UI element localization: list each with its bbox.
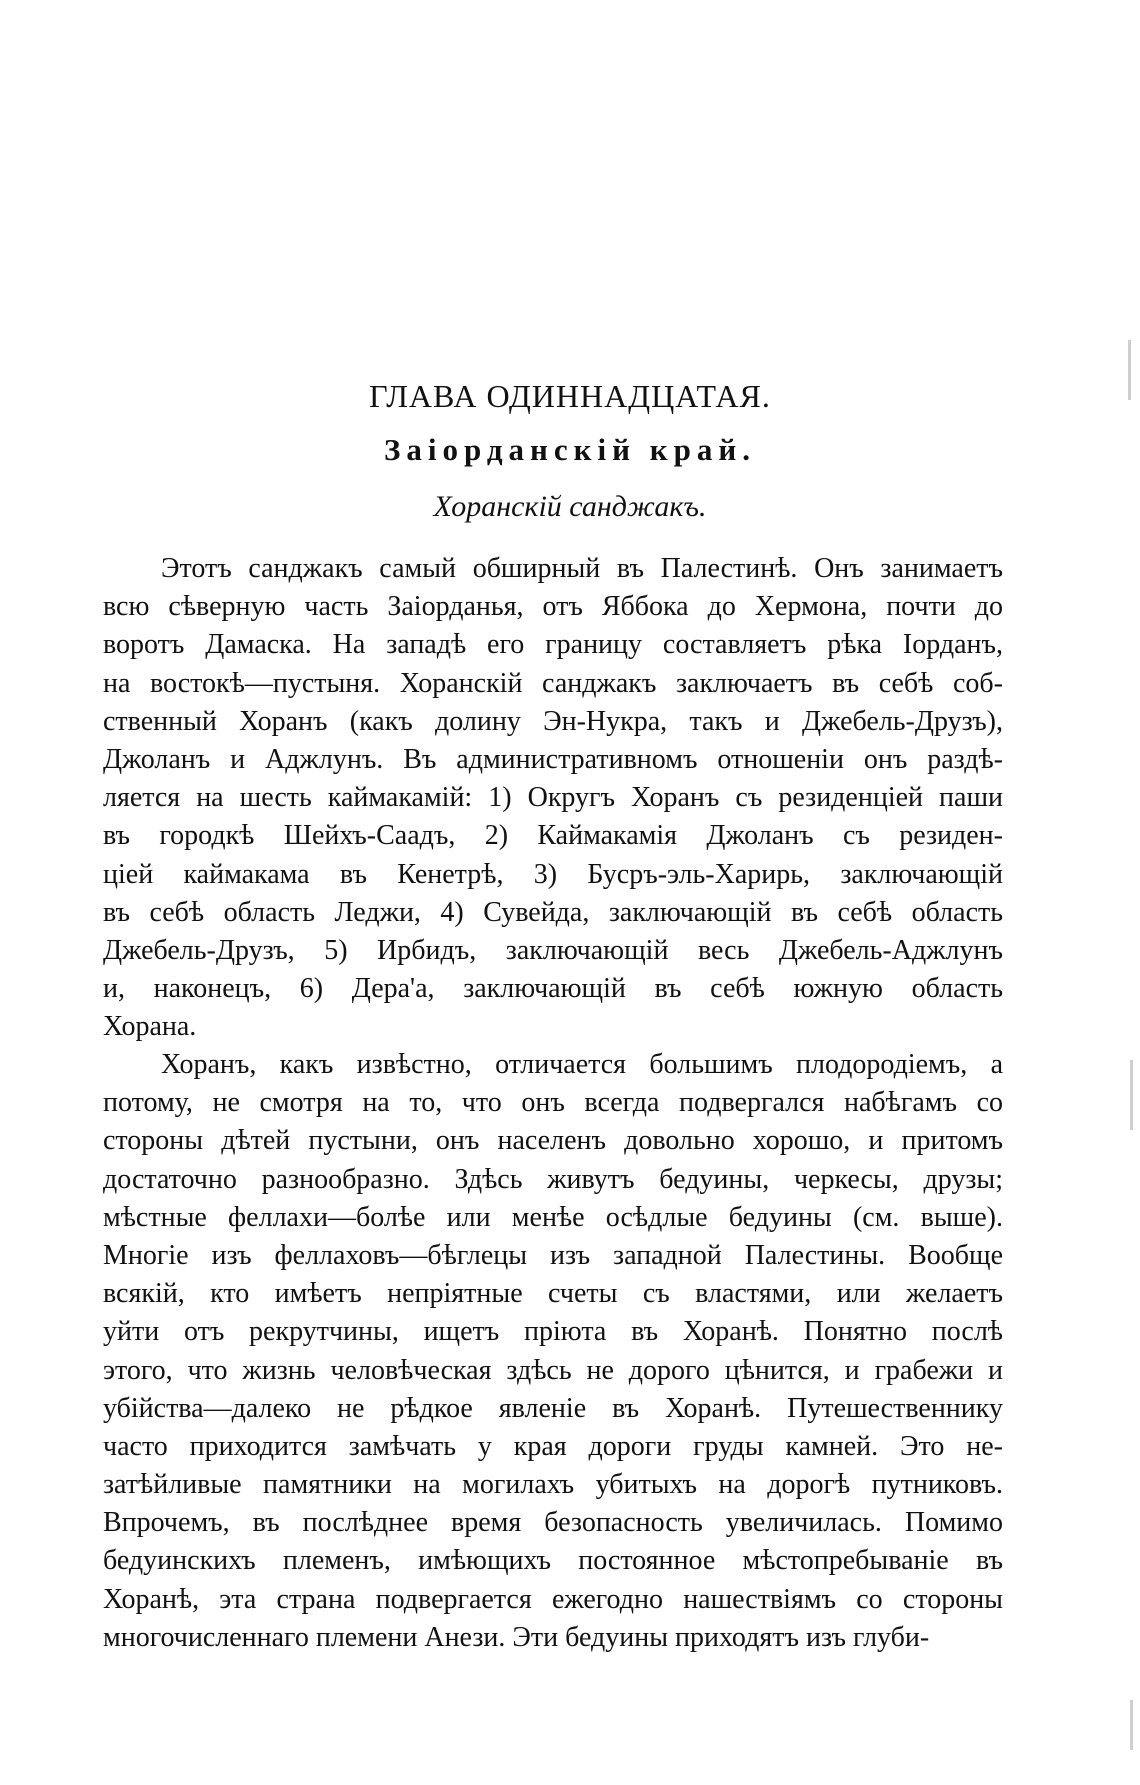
text-line: достаточно разнообразно. Здѣсь живутъ бедуины, черкесы, друзы;: [103, 1163, 1003, 1195]
text-line: Джебель-Друзъ, 5) Ирбидъ, заключающiй весь Джебель-Аджлунъ: [103, 934, 1003, 966]
text-line: Джоланъ и Аджлунъ. Въ административномъ отношенiи онъ раздѣ-: [103, 743, 1003, 775]
text-line: часто приходится замѣчать у края дороги груды камней. Это не-: [103, 1430, 1003, 1462]
text-line: всякiй, кто имѣетъ непрiятные счеты съ властями, или желаетъ: [103, 1278, 1003, 1310]
chapter-title: ГЛАВА ОДИННАДЦАТАЯ.: [369, 378, 771, 414]
text-line: Хорана.: [103, 1011, 197, 1043]
paragraph-1: [103, 550, 1003, 1046]
text-line: убiйства—далеко не рѣдкое явленiе въ Хоранѣ. Путешественнику: [103, 1392, 1003, 1424]
text-line: въ городкѣ Шейхъ-Саадъ, 2) Каймакамiя Джоланъ съ резиден-: [103, 820, 1003, 852]
text-line: на востокѣ—пустыня. Хоранскiй санджакъ заключаетъ въ себѣ соб-: [103, 667, 1003, 699]
text-line: Хоранъ, какъ извѣстно, отличается большимъ плодородiемъ, а: [161, 1049, 1003, 1080]
text-line: этого, что жизнь человѣческая здѣсь не дорого цѣнится, и грабежи и: [103, 1354, 1003, 1386]
text-line: всю сѣверную часть Заiорданья, отъ Яббока до Хермона, почти до: [103, 591, 1003, 623]
text-line: ляется на шесть каймакамiй: 1) Округъ Хоранъ съ резиденцiей паши: [103, 782, 1003, 814]
text-line: въ себѣ область Леджи, 4) Сувейда, заключающiй въ себѣ область: [103, 896, 1003, 928]
text-line: бедуинскихъ племенъ, имѣющихъ постоянное мѣстопребыванiе въ: [103, 1545, 1003, 1577]
text-line: мѣстные феллахи—болѣе или менѣе осѣдлые бедуины (см. выше).: [103, 1201, 1003, 1233]
text-line: уйти отъ рекрутчины, ищетъ прiюта въ Хоранѣ. Понятно послѣ: [103, 1316, 1003, 1348]
scan-edge-mark: [1130, 1060, 1133, 1130]
text-line: Впрочемъ, въ послѣднее время безопасность увеличилась. Помимо: [103, 1507, 1003, 1539]
text-line: Хоранѣ, эта страна подвергается ежегодно нашествiямъ со стороны: [103, 1583, 1003, 1615]
text-line: потому, не смотря на то, что онъ всегда подвергался набѣгамъ со: [103, 1087, 1003, 1119]
text-line: многочисленнаго племени Анези. Эти бедуины приходятъ изъ глуби-: [103, 1621, 930, 1653]
text-line: цiей каймакама въ Кенетрѣ, 3) Бусръ-эль-Харирь, заключающiй: [103, 858, 1003, 890]
scan-edge-mark: [1128, 340, 1131, 400]
scan-edge-mark: [1130, 1700, 1133, 1750]
text-line: Многiе изъ феллаховъ—бѣглецы изъ западной Палестины. Вообще: [103, 1239, 1003, 1271]
subsection-title: Хоранскiй санджакъ.: [433, 490, 707, 523]
text-line: затѣйливые памятники на могилахъ убитыхъ на дорогѣ путниковъ.: [103, 1469, 1003, 1501]
section-title: Заiорданскiй край.: [384, 432, 756, 467]
text-line: стороны дѣтей пустыни, онъ населенъ довольно хорошо, и притомъ: [103, 1125, 1003, 1157]
text-line: ственный Хоранъ (какъ долину Эн-Нукра, такъ и Джебель-Друзъ),: [103, 705, 1003, 737]
text-line: Этотъ санджакъ самый обширный въ Палестинѣ. Онъ занимаетъ: [161, 553, 1003, 584]
text-line: воротъ Дамаска. На западѣ его границу составляетъ рѣка Iорданъ,: [103, 629, 1003, 661]
paragraph-2: [103, 1046, 1003, 1657]
text-line: и, наконецъ, 6) Дера'а, заключающiй въ себѣ южную область: [103, 973, 1003, 1005]
